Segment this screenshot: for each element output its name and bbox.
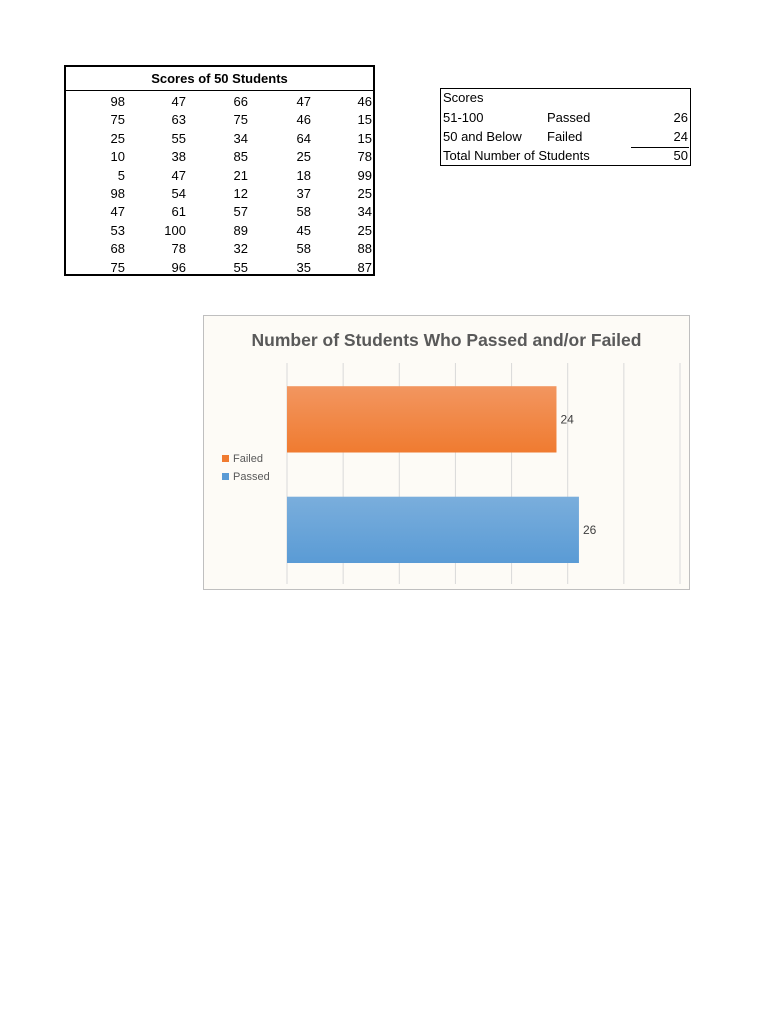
score-cell: 45 <box>296 222 311 238</box>
score-cell: 47 <box>171 94 186 109</box>
score-cell: 25 <box>357 222 372 238</box>
score-cell: 5 <box>117 167 125 183</box>
score-cell: 34 <box>233 130 248 146</box>
score-cell: 21 <box>233 167 248 183</box>
summary-label: 50 and Below <box>443 128 522 144</box>
score-cell: 58 <box>296 204 311 220</box>
table-row <box>66 185 373 203</box>
score-cell: 61 <box>171 204 186 220</box>
score-cell: 34 <box>357 204 372 220</box>
table-row <box>66 240 373 258</box>
summary-row-total <box>441 147 690 166</box>
data-label: 24 <box>560 412 574 427</box>
table-row <box>66 167 373 185</box>
score-cell: 25 <box>110 130 125 146</box>
score-cell: 54 <box>171 186 186 201</box>
summary-status: Failed <box>547 128 583 144</box>
score-cell: 10 <box>110 149 125 165</box>
score-cell: 47 <box>110 204 125 220</box>
summary-row-passed <box>441 109 690 128</box>
scores-table-body <box>66 91 373 274</box>
score-cell: 96 <box>171 259 186 275</box>
score-cell: 46 <box>296 112 311 128</box>
score-cell: 75 <box>110 112 125 128</box>
score-cell: 37 <box>296 186 311 201</box>
table-row <box>66 203 373 221</box>
scores-table <box>64 65 375 276</box>
score-cell: 75 <box>233 112 248 128</box>
summary-value: 50 <box>673 147 688 163</box>
score-cell: 55 <box>171 130 186 146</box>
table-row <box>66 259 373 277</box>
table-row <box>66 148 373 166</box>
score-cell: 25 <box>357 186 372 201</box>
score-cell: 63 <box>171 112 186 128</box>
summary-label: 51-100 <box>443 109 484 125</box>
score-cell: 12 <box>233 186 248 201</box>
score-cell: 78 <box>357 149 372 165</box>
score-cell: 15 <box>357 130 372 146</box>
score-cell: 75 <box>110 259 125 275</box>
score-cell: 18 <box>296 167 311 183</box>
score-cell: 47 <box>296 94 311 109</box>
data-label: 26 <box>582 522 597 537</box>
score-cell: 66 <box>233 94 248 109</box>
chart-title: Number of Students Who Passed and/or Failed <box>251 330 642 350</box>
score-cell: 98 <box>110 94 125 109</box>
bar-passed <box>287 497 579 563</box>
chart <box>203 315 690 590</box>
table-row <box>66 93 373 111</box>
summary-table <box>440 88 691 166</box>
summary-value: 26 <box>673 109 688 125</box>
score-cell: 68 <box>110 241 125 257</box>
score-cell: 15 <box>357 112 372 128</box>
score-cell: 38 <box>171 149 186 165</box>
score-cell: 57 <box>233 204 248 220</box>
score-cell: 78 <box>171 241 186 257</box>
bar-failed <box>287 386 556 452</box>
scores-table-title: Scores of 50 Students <box>66 67 373 91</box>
score-cell: 58 <box>296 241 311 257</box>
score-cell: 47 <box>171 167 186 183</box>
legend-swatch-failed <box>222 455 229 462</box>
score-cell: 98 <box>110 186 125 201</box>
table-row <box>66 111 373 129</box>
legend-label: Failed <box>233 453 263 465</box>
score-cell: 88 <box>357 241 372 257</box>
summary-row-failed <box>441 128 690 147</box>
score-cell: 35 <box>296 259 311 275</box>
table-row <box>66 130 373 148</box>
score-cell: 85 <box>233 149 248 165</box>
score-cell: 100 <box>164 222 186 238</box>
score-cell: 64 <box>296 130 311 146</box>
score-cell: 99 <box>357 167 372 183</box>
summary-status: Passed <box>547 109 591 125</box>
score-cell: 25 <box>296 149 311 165</box>
table-row <box>66 222 373 240</box>
legend-swatch-passed <box>222 473 229 480</box>
score-cell: 32 <box>233 241 248 257</box>
chart-plot <box>204 316 688 588</box>
score-cell: 53 <box>110 222 125 238</box>
score-cell: 55 <box>233 259 248 275</box>
score-cell: 87 <box>357 259 372 275</box>
summary-value: 24 <box>673 128 688 144</box>
legend-label: Passed <box>233 471 270 483</box>
summary-header: Scores <box>443 90 484 105</box>
summary-label: Total Number of Students <box>443 147 590 163</box>
score-cell: 46 <box>357 94 372 109</box>
summary-header-row <box>441 89 690 108</box>
score-cell: 89 <box>233 222 248 238</box>
